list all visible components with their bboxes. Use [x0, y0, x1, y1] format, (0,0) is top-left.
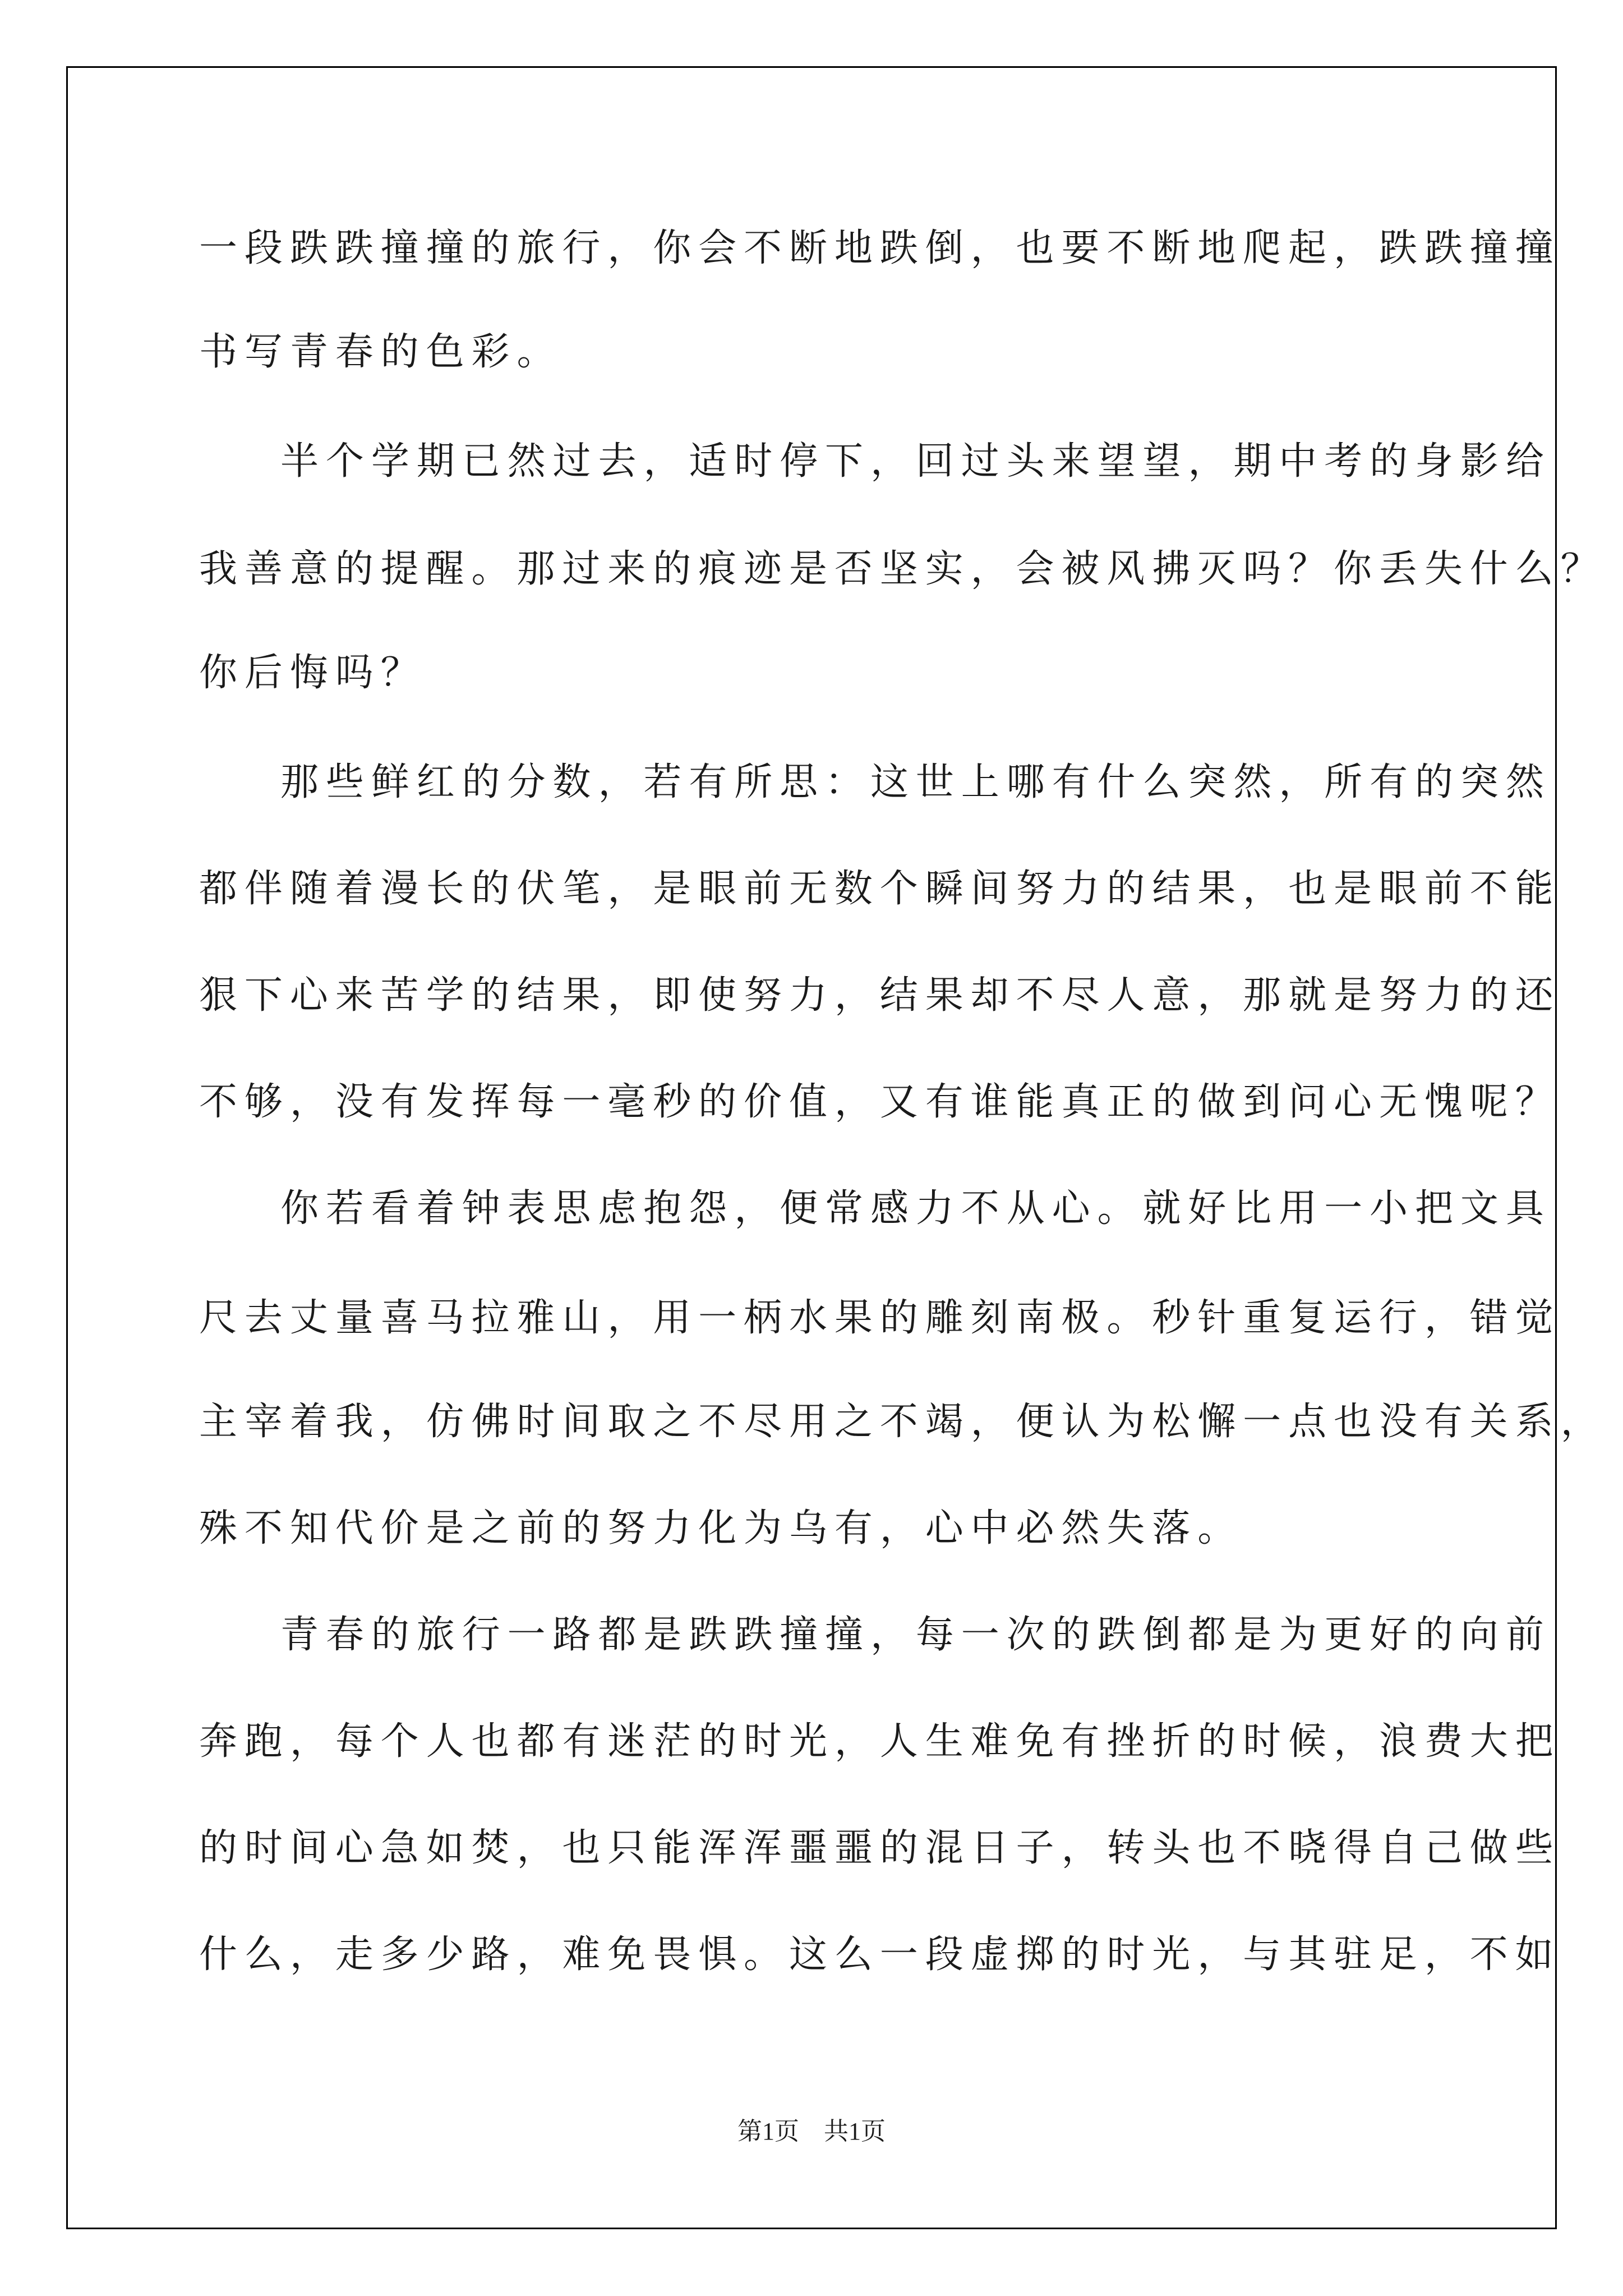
text-line: 都伴随着漫长的伏笔，是眼前无数个瞬间努力的结果，也是眼前不能: [199, 867, 1561, 911]
text-line: 尺去丈量喜马拉雅山，用一柄水果的雕刻南极。秒针重复运行，错觉: [199, 1296, 1561, 1340]
page-border: [66, 66, 1606, 2229]
text-line: 你后悔吗？: [199, 651, 426, 695]
text-line: 的时间心急如焚，也只能浑浑噩噩的混日子，转头也不晓得自己做些: [199, 1826, 1561, 1870]
text-line: 书写青春的色彩。: [199, 330, 562, 374]
text-line: 我善意的提醒。那过来的痕迹是否坚实，会被风拂灭吗？你丢失什么？: [199, 547, 1606, 591]
paragraph-first-line: 那些鲜红的分数，若有所思：这世上哪有什么突然，所有的突然: [280, 760, 1551, 804]
text-line: 奔跑，每个人也都有迷茫的时光，人生难免有挫折的时候，浪费大把: [199, 1719, 1561, 1764]
text-line: 什么，走多少路，难免畏惧。这么一段虚掷的时光，与其驻足，不如: [199, 1932, 1561, 1977]
paragraph-first-line: 青春的旅行一路都是跌跌撞撞，每一次的跌倒都是为更好的向前: [280, 1613, 1551, 1657]
text-line: 一段跌跌撞撞的旅行，你会不断地跌倒，也要不断地爬起，跌跌撞撞: [199, 226, 1561, 270]
text-line: 狠下心来苦学的结果，即使努力，结果却不尽人意，那就是努力的还: [199, 973, 1561, 1018]
page-number-footer: 第1页 共1页: [737, 2118, 886, 2145]
paragraph-first-line: 半个学期已然过去，适时停下，回过头来望望，期中考的身影给: [280, 439, 1551, 484]
text-line: 主宰着我，仿佛时间取之不尽用之不竭，便认为松懈一点也没有关系，: [199, 1400, 1606, 1444]
paragraph-first-line: 你若看着钟表思虑抱怨，便常感力不从心。就好比用一小把文具: [280, 1186, 1551, 1231]
text-line: 殊不知代价是之前的努力化为乌有，心中必然失落。: [199, 1506, 1243, 1550]
text-line: 不够，没有发挥每一毫秒的价值，又有谁能真正的做到问心无愧呢？: [199, 1080, 1561, 1124]
